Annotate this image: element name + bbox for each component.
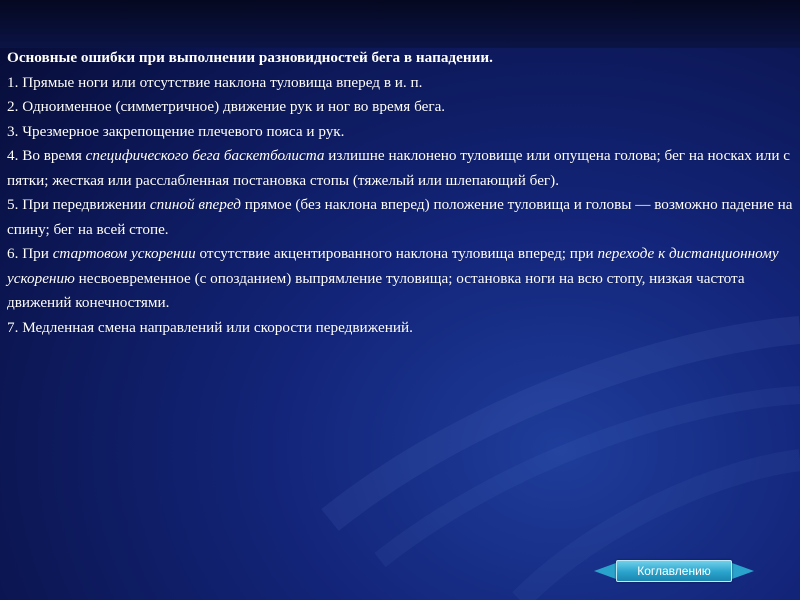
- list-item-2: 2. Одноименное (симметричное) движение рук и ног во время бега.: [7, 98, 446, 115]
- list-item-5-emphasis: спиной вперед: [149, 196, 241, 213]
- list-item-6: [7, 242, 793, 316]
- table-of-contents-button[interactable]: Коглавлению: [616, 560, 732, 582]
- list-item-6-text-a: 6. При: [7, 245, 53, 262]
- list-item-6-text-c: несвоевременное (с опозданием) выпрямление туловища; остановка ноги на всю стопу, низкая частота движений конечностями.: [7, 269, 745, 311]
- list-item-6-emphasis-2: переходе к дистанционному ускорению: [7, 245, 779, 287]
- ribbon-right-tail-icon: [732, 563, 754, 579]
- list-item-6-text-b: отсутствие акцентированного наклона туловища вперед; при: [195, 245, 598, 262]
- list-item-7: 7. Медленная смена направлений или скорости передвижений.: [7, 318, 413, 336]
- list-item-5-text-a: 5. При передвижении: [7, 196, 150, 213]
- list-item-5-text-b: прямое (без наклона вперед) положение туловища и головы — возможно падение на спину; бег на всей стопе.: [7, 196, 793, 238]
- list-item-4: [7, 144, 793, 193]
- list-item-6-emphasis-1: стартовом ускорении: [52, 245, 196, 262]
- toc-button-banner: [580, 554, 792, 588]
- ribbon-left-tail-icon: [594, 563, 616, 579]
- list-item-4-emphasis: специфического бега баскетболиста: [85, 147, 325, 164]
- list-item-1: 1. Прямые ноги или отсутствие наклона туловища вперед в и. п.: [7, 73, 423, 91]
- slide-content: [7, 46, 793, 340]
- list-item-4-text-a: 4. Во время: [7, 147, 86, 164]
- list-item-3: 3. Чрезмерное закрепощение плечевого пояса и рук.: [7, 122, 345, 140]
- slide-top-band: [0, 0, 800, 48]
- slide-heading: Основные ошибки при выполнении разновидностей бега в нападении.: [7, 49, 493, 66]
- list-item-4-text-b: излишне наклонено туловище или опущена голова; бег на носках или с пятки; жесткая или расслабленная постановка стопы (тяжелый или шлепающий бег).: [7, 147, 790, 189]
- list-item-5: [7, 193, 793, 242]
